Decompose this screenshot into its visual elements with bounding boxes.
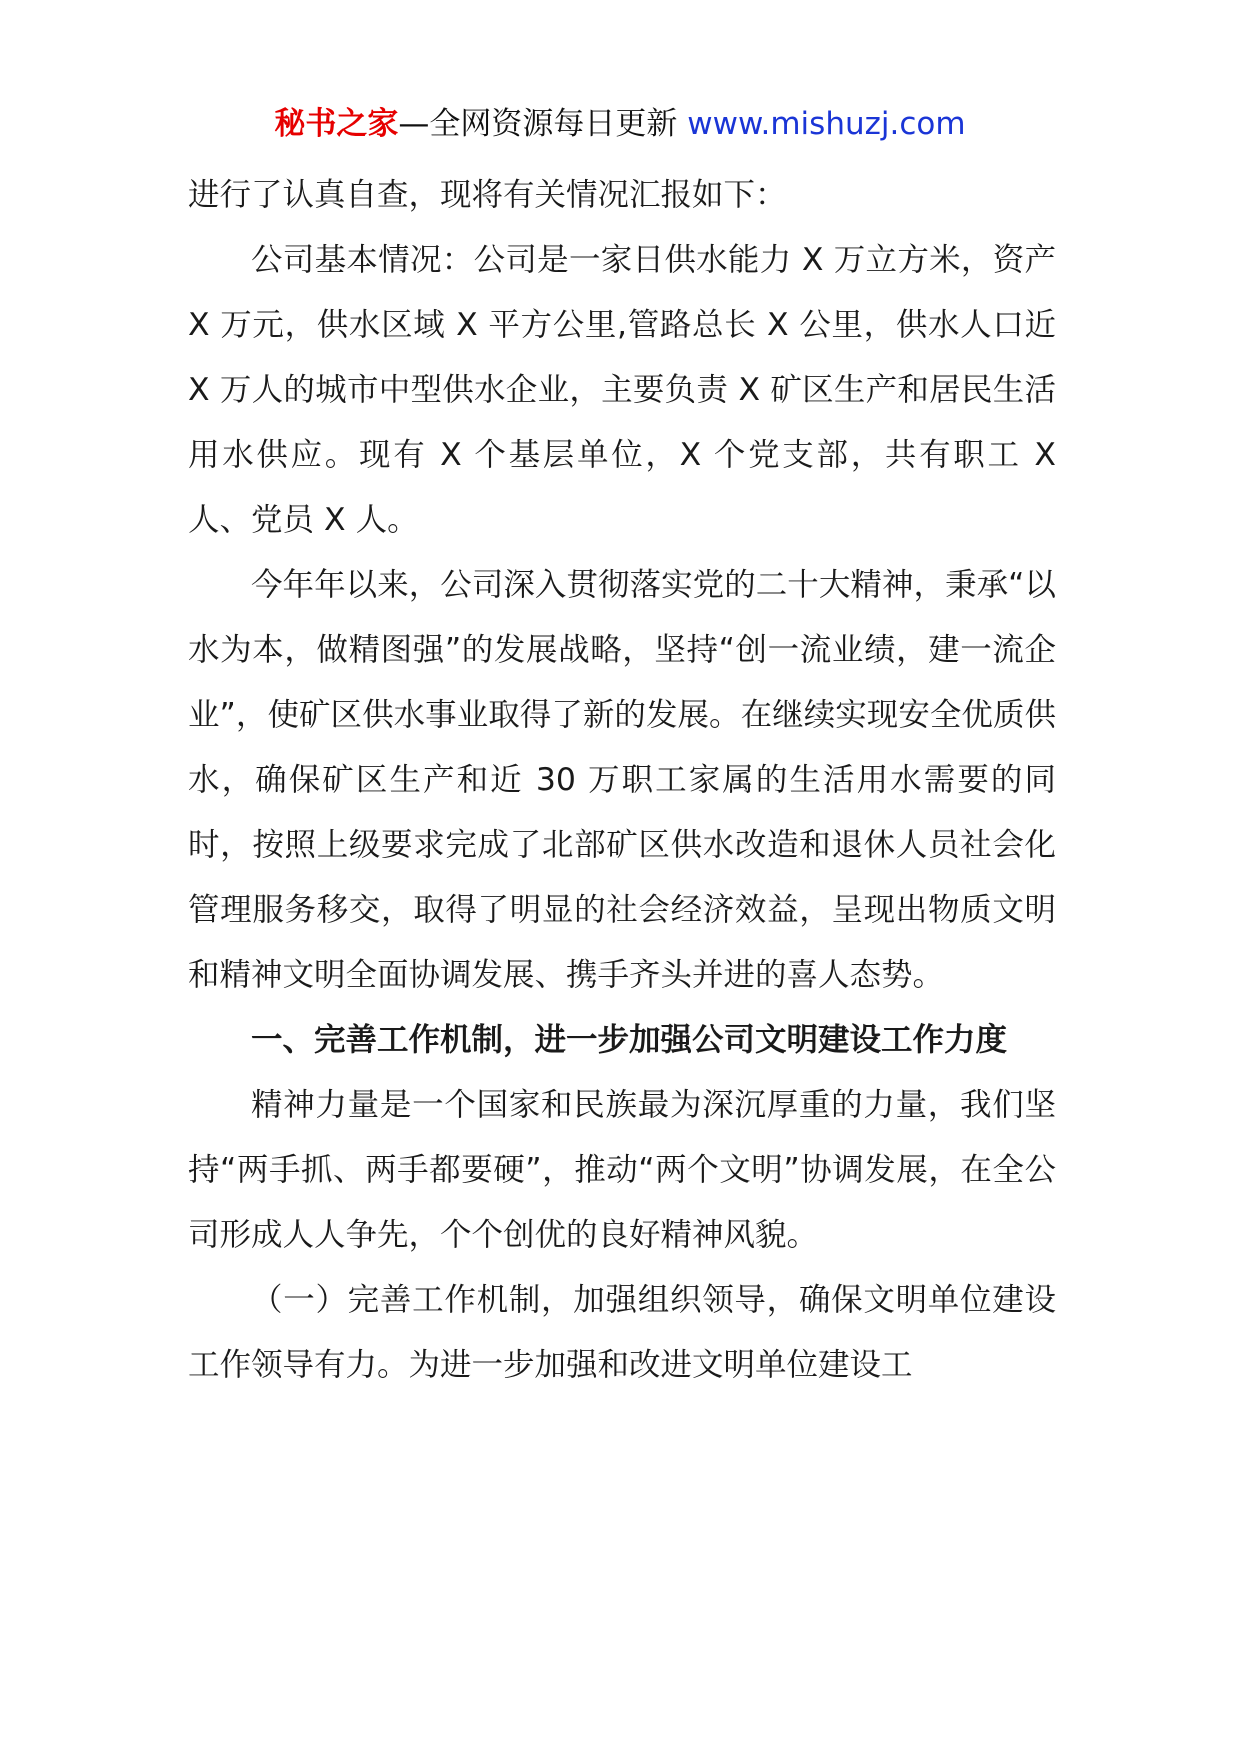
paragraph-subsection-1: （一）完善工作机制，加强组织领导，确保文明单位建设工作领导有力。为进一步加强和改进文明单位建设工	[188, 1282, 1056, 1383]
paragraph-company-overview: 公司基本情况：公司是一家日供水能力 X 万立方米，资产 X 万元，供水区域 X 平方公里,管路总长 X 公里，供水人口近 X 万人的城市中型供水企业，主要负责 X 矿区生产和居民生活用水供应。现有 X 个基层单位，X 个党支部，共有职工 X 人、党员 X 人。	[188, 242, 1056, 538]
paragraph-spirit: 精神力量是一个国家和民族最为深沉厚重的力量，我们坚持“两手抓、两手都要硬”，推动“两个文明”协调发展，在全公司形成人人争先，个个创优的良好精神风貌。	[188, 1087, 1056, 1253]
document-body	[188, 163, 1056, 1398]
site-brand: 秘书之家	[274, 106, 399, 142]
section-heading-1: 一、完善工作机制，进一步加强公司文明建设工作力度	[251, 1022, 1008, 1058]
site-tagline: —全网资源每日更新	[398, 106, 688, 142]
paragraph-intro: 进行了认真自查，现将有关情况汇报如下：	[188, 177, 787, 213]
paragraph-annual-summary: 今年年以来，公司深入贯彻落实党的二十大精神，秉承“以水为本，做精图强”的发展战略，坚持“创一流业绩，建一流企业”，使矿区供水事业取得了新的发展。在继续实现安全优质供水，确保矿区生产和近 30 万职工家属的生活用水需要的同时，按照上级要求完成了北部矿区供水改造和退休人员社会化管理服务移交，取得了明显的社会经济效益，呈现出物质文明和精神文明全面协调发展、携手齐头并进的喜人态势。	[188, 567, 1056, 993]
site-header	[0, 102, 1240, 146]
site-url-link[interactable]: www.mishuzj.com	[687, 106, 966, 142]
